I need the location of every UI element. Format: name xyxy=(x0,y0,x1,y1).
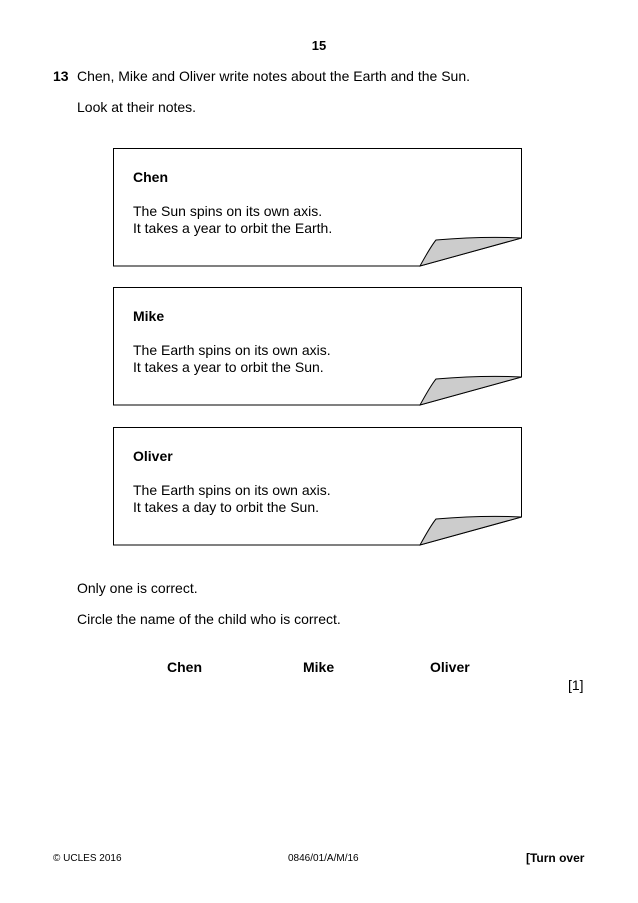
page-number: 15 xyxy=(311,38,327,53)
note-line: It takes a year to orbit the Earth. xyxy=(133,220,333,236)
note-line: The Earth spins on its own axis. xyxy=(133,482,331,498)
note-author: Oliver xyxy=(133,448,173,464)
choice-chen[interactable]: Chen xyxy=(167,659,202,675)
choice-oliver[interactable]: Oliver xyxy=(430,659,470,675)
note-author: Mike xyxy=(133,308,165,324)
footer-copyright: © UCLES 2016 xyxy=(53,853,122,864)
question-text: Chen, Mike and Oliver write notes about the Earth and the Sun. xyxy=(77,68,471,84)
note-line: It takes a year to orbit the Sun. xyxy=(133,359,324,375)
question-instruction: Look at their notes. xyxy=(77,99,197,115)
page-curl xyxy=(420,516,522,545)
note-card-mike xyxy=(113,287,522,405)
page-curl xyxy=(420,376,522,405)
note-line: The Earth spins on its own axis. xyxy=(133,342,331,358)
marks-allocation: [1] xyxy=(568,677,584,693)
footer-turn-over: [Turn over xyxy=(526,851,585,865)
note-line: The Sun spins on its own axis. xyxy=(133,203,323,219)
question-number: 13 xyxy=(53,68,69,84)
choice-mike[interactable]: Mike xyxy=(303,659,335,675)
prompt-circle: Circle the name of the child who is correct. xyxy=(77,611,341,627)
page-curl xyxy=(420,237,522,266)
note-card-oliver xyxy=(113,427,522,545)
prompt-only-one: Only one is correct. xyxy=(77,580,198,596)
footer-paper-code: 0846/01/A/M/16 xyxy=(288,853,359,864)
note-line: It takes a day to orbit the Sun. xyxy=(133,499,319,515)
note-author: Chen xyxy=(133,169,168,185)
note-card-chen xyxy=(113,148,522,266)
